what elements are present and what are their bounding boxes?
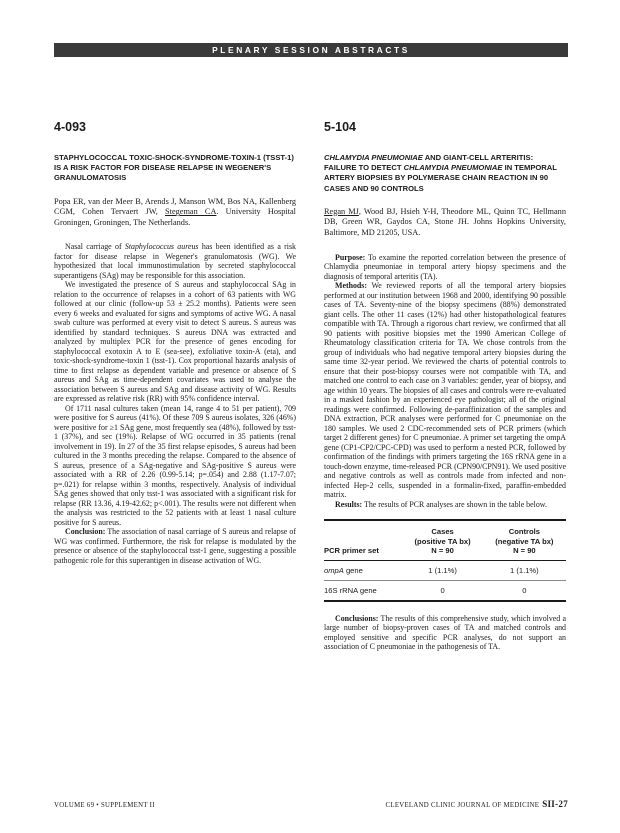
title-organism: CHLAMYDIA PNEUMONIAE xyxy=(403,163,503,173)
column-header-controls xyxy=(483,520,566,560)
gene-name: ompA xyxy=(324,565,344,575)
paragraph-results xyxy=(324,500,566,510)
author-list xyxy=(324,207,566,239)
affiliation: . University Hospital Groningen, Groningen, The Netherlands. xyxy=(54,207,296,227)
purpose-label: Purpose: xyxy=(335,252,366,262)
cases-n: N = 90 xyxy=(431,546,454,556)
controls-n: N = 90 xyxy=(513,546,536,556)
conclusion-text: The results of this comprehensive study, which involved a large number of biopsy-proven cases of TA and matched controls and employed sensitive and specific PCR analyses, do not support an association of C pneumoniae in the pathogenesis of TA. xyxy=(324,613,566,652)
abstract-4-093 xyxy=(54,120,296,565)
title-text: AND GIANT-CELL ARTERITIS: FAILURE TO DETECT xyxy=(324,153,534,173)
authors-text: Popa ER, van der Meer B, Arends J, Manson WM, Bos NA, Kallenberg CGM, Cohen Tervaert JW, xyxy=(54,196,296,217)
results-label: Results: xyxy=(335,499,363,509)
pcr-results-table xyxy=(324,519,566,602)
intro-text-cont: has been identified as a risk factor for disease relapse in Wegener's granulomatosis (WG). We hypothesized that local immunostimulation by secreted staphylococcal superantigens (SAg) may be responsible for this association. xyxy=(54,242,296,280)
conclusion-label: Conclusion: xyxy=(65,527,106,537)
paragraph-conclusion xyxy=(324,614,566,652)
title-organism: CHLAMYDIA PNEUMONIAE xyxy=(324,153,423,162)
presenting-author: Regan MJ xyxy=(324,206,359,216)
methods-text: We reviewed reports of all the temporal artery biopsies performed at our institution between 1968 and 2000, identifying 90 possible cases of TA. Seventy-nine of the biopsy specimens (88%) demonstrated giant cells. The other 11 cases (12%) had other histopathological features compatible with TA. Through a rigorous chart review, we confirmed that all 90 patients with positive biopsies met the 1990 American College of Rheumatology classification criteria for TA. We chose controls from the group of individuals who had negative temporal artery biopsies during the same time 32-year period. We reviewed the charts of potential controls to ensure that their post-biopsy courses were not compatible with TA, and matched one control to each case on 3 variables: gender, year of biopsy, and age within 10 years. The biopsies of all cases and controls were re-evaluated in a masked fashion by an experienced eye pathologist; all of the original readings were confirmed. Following de-paraffinization of the samples and DNA extraction, PCR analyses were performed for C pneumoniae on the 180 samples. We used 2 CDC-recommended sets of PCR primers (which target 2 different genes) for C pneumoniae. A primer set targeting the ompA gene (CP1-CP2/CPC-CPD) was used to perform a nested PCR, followed by confirmation of the findings with primers targeting the 16S rRNA gene in a touch-down enzyme, time-released PCR (CPN90/CPN91). We used positive and negative controls as well as controls made from infected and non-infected Hep-2 cells, suspended in a formalin-fixed, paraffin-embedded matrix. xyxy=(324,281,566,500)
cases-subheading: (positive TA bx) xyxy=(414,536,471,546)
purpose-text: To examine the reported correlation between the presence of Chlamydia pneumoniae in temporal artery biopsy specimens and the diagnosis of temporal arteritis (TA). xyxy=(324,252,566,281)
paragraph-purpose xyxy=(324,253,566,282)
abstract-id: 4-093 xyxy=(54,120,86,134)
abstract-id: 5-104 xyxy=(324,120,356,134)
controls-cell: 0 xyxy=(522,585,527,595)
table-row xyxy=(324,580,566,601)
intro-text: Nasal carriage of xyxy=(65,242,125,252)
abstract-title xyxy=(324,153,566,194)
section-banner: PLENARY SESSION ABSTRACTS xyxy=(54,43,568,57)
cases-cell: 1 (1.1%) xyxy=(428,565,457,575)
table-row xyxy=(324,560,566,580)
author-list xyxy=(54,197,296,229)
organism-name: Staphylococcus aureus xyxy=(124,242,199,252)
conclusion-text: The association of nasal carriage of S aureus and relapse of WG was confirmed. Furthermore, the risk for relapse is modulated by the presence or absence of the staphylococcal tsst-1 gene, suggesting a possible pathogenic role for this superantigen in disease activation of WG. xyxy=(54,527,296,565)
gene-suffix: 16S rRNA gene xyxy=(324,585,377,595)
results-text: The results of PCR analyses are shown in the table below. xyxy=(362,499,547,509)
paragraph-methods xyxy=(324,281,566,500)
presenting-author: Stegeman CA xyxy=(165,207,217,217)
paragraph-results: Of 1711 nasal cultures taken (mean 14, range 4 to 51 per patient), 709 were positive for S aureus (41%). Of these 709 S aureus isolates, 326 (46%) were positive for ≥1 SAg gene, most frequently sea (48%), followed by tsst-1 (37%), and sec (19%). Relapse of WG occurred in 35 patients (renal involvement in 19). In 27 of the 35 first relapse episodes, S aureus had been cultured in the 3 months preceding the relapse. Compared to the absence of S aureus, presence of a SAg-negative and SAg-positive S aureus were associated with a RR of 2.26 (0.99-5.14; p=.054) and 2.88 (1.17-7.07; p=.021) for relapse within 3 months, respectively. Analysis of individual SAg genes showed that only tsst-1 was associated with a significant risk for relapse (RR 13.36, 4.19-42.62; p<.001). The results were not different when the analysis was restricted to the 52 patients with at least 1 nasal culture positive for S aureus. xyxy=(54,403,296,527)
paragraph-intro xyxy=(54,242,296,280)
column-header-primer: PCR primer set xyxy=(324,546,379,556)
paragraph-conclusion xyxy=(54,527,296,565)
journal-name: CLEVELAND CLINIC JOURNAL OF MEDICINE xyxy=(385,802,540,809)
controls-cell: 1 (1.1%) xyxy=(510,565,539,575)
footer-volume: VOLUME 69 • SUPPLEMENT II xyxy=(54,802,155,809)
controls-subheading: (negative TA bx) xyxy=(495,536,554,546)
authors-text: , Wood BJ, Hsieh Y-H, Theodore ML, Quinn TC, Hellmann DB, Green WR, Gaydos CA, Stone JH. Johns Hopkins University, Baltimore, MD 21205, USA. xyxy=(324,206,566,237)
abstract-5-104 xyxy=(324,120,566,652)
controls-heading: Controls xyxy=(508,527,540,537)
primer-cell xyxy=(324,560,402,580)
cases-heading: Cases xyxy=(431,527,454,537)
gene-suffix: gene xyxy=(343,565,363,575)
methods-label: Methods: xyxy=(335,281,367,291)
title-text-cont: IN TEMPORAL ARTERY BIOPSIES BY POLYMERASE CHAIN REACTION IN 90 CASES AND 90 CONTROLS xyxy=(324,163,557,193)
table-header-row xyxy=(324,520,566,560)
conclusion-label: Conclusions: xyxy=(335,613,379,623)
column-header-cases xyxy=(402,520,482,560)
cases-cell: 0 xyxy=(440,585,445,595)
page-number: SII-27 xyxy=(542,799,568,809)
footer-journal xyxy=(386,799,568,809)
primer-cell xyxy=(324,580,402,601)
abstract-title: STAPHYLOCOCCAL TOXIC-SHOCK-SYNDROME-TOXIN-1 (TSST-1) IS A RISK FACTOR FOR DISEASE RELAPSE IN WEGENER'S GRANULOMATOSIS xyxy=(54,153,294,183)
paragraph-methods: We investigated the presence of S aureus and staphylococcal SAg in relation to the occurrence of relapses in a cohort of 63 patients with WG followed at our clinic (follow-up 53 ± 25.2 months). Patients were seen every 6 weeks and evaluated for signs and symptoms of active WG. A nasal swab culture was performed at every visit to detect S aureus. S aureus was identified by standard techniques. S aureus DNA was extracted and analyzed by multiplex PCR for the presence of genes encoding for staphylococcal exotoxin A to E (sea-see), exfoliative toxin-A (eta), and toxic-shock-syndrome-toxin 1 (tsst-1). Cox proportional hazards analysis of time to first relapse as dependent variable and presence or absence of S aureus and SAg as time-dependent covariates was used to analyse the association between S aureus and SAg and disease activity of WG. Results are expressed as relative risk (RR) with 95% confidence interval. xyxy=(54,280,296,404)
